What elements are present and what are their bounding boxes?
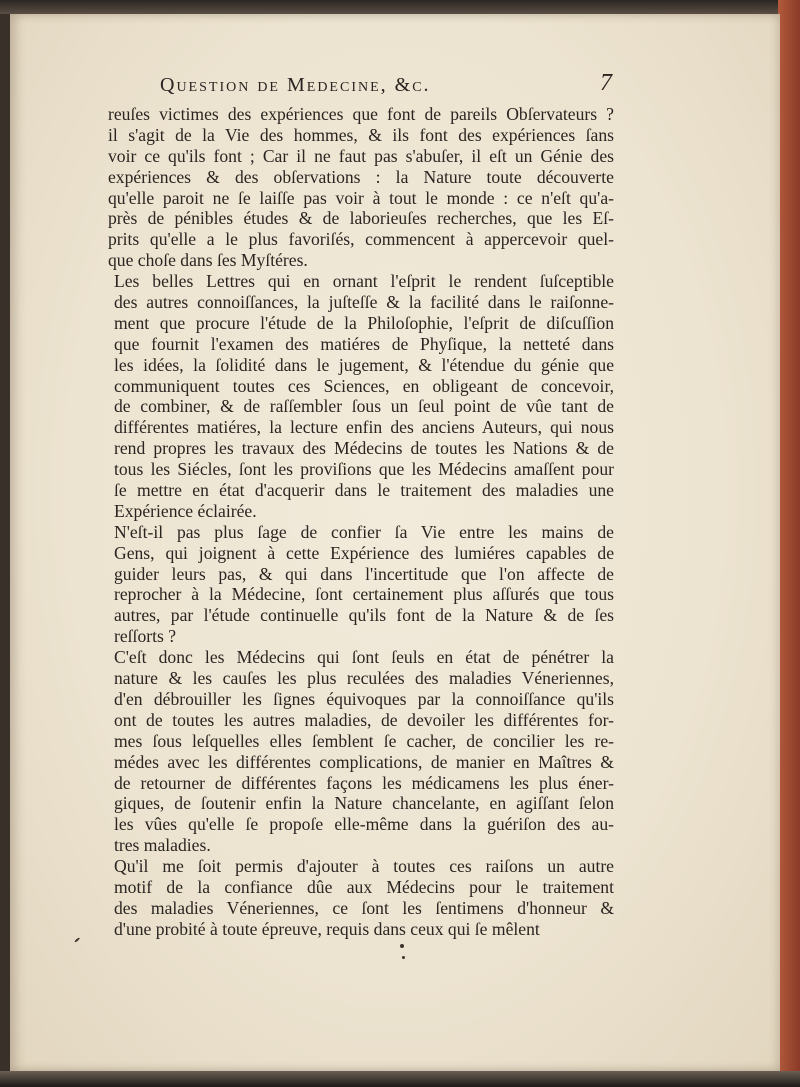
text-line: qu'elle paroit ne ſe laiſſe pas voir à tout le monde : ce n'eſt qu'a- [108, 187, 614, 208]
text-line: nature & les cauſes les plus reculées des maladies Véneriennes, [114, 668, 614, 689]
text-line: reſſorts ? [114, 626, 177, 647]
text-line: motif de la confiance dûe aux Médecins pour le traitement [114, 876, 614, 897]
running-title: Question de Medecine, &c. [160, 74, 431, 96]
paragraph [108, 104, 614, 271]
text-line: rend propres les travaux des Médecins de toutes les Nations & de [114, 438, 614, 459]
text-line: les idées, la ſolidité dans le jugement, & l'étendue du génie que [114, 354, 614, 375]
text-line: près de pénibles études & de laborieuſes recherches, que les Eſ- [108, 208, 614, 229]
text-line: ſe mettre en état d'acquerir dans le traitement des maladies une [114, 480, 614, 501]
text-line: d'une probité à toute épreuve, requis dans ceux qui ſe mêlent [114, 918, 540, 939]
page-number: 7 [600, 70, 612, 96]
text-line: expériences & des obſervations : la Nature toute découverte [108, 166, 614, 187]
text-line: des autres connoiſſances, la juſteſſe & la facilité dans le raiſonne- [114, 292, 614, 313]
text-line: N'eſt-il pas plus ſage de confier ſa Vie entre les mains de [114, 521, 614, 542]
ink-speck [402, 956, 405, 959]
text-line: il s'agit de la Vie des hommes, & ils font des expériences ſans [108, 124, 614, 145]
text-line: d'en débrouiller les ſignes équivoques par la connoiſſance qu'ils [114, 688, 614, 709]
text-line: Gens, qui joignent à cette Expérience des lumiéres capables de [114, 542, 614, 563]
text-line: les vûes qu'elle ſe propoſe elle-même dans la guériſon des au- [114, 814, 614, 835]
text-line: ont de toutes les autres maladies, de devoiler les différentes for- [114, 709, 614, 730]
text-line: que choſe dans ſes Myſtéres. [108, 250, 308, 271]
text-line: giques, de ſoutenir enfin la Nature chancelante, en agiſſant ſelon [114, 793, 614, 814]
book-top-edge [0, 0, 800, 14]
text-line: communiquent toutes ces Sciences, en obligeant de concevoir, [114, 375, 614, 396]
book-bottom-edge [0, 1071, 800, 1087]
text-line: de retourner de différentes façons les médicamens les plus éner- [114, 772, 614, 793]
text-line: ment que procure l'étude de la Philoſophie, l'eſprit de diſcuſſion [114, 312, 614, 333]
text-line: de combiner, & de raſſembler ſous un ſeul point de vûe tant de [114, 396, 614, 417]
text-line: que fournit l'examen des matiéres de Phyſique, la netteté dans [114, 333, 614, 354]
text-line: reuſes victimes des expériences que font de pareils Obſervateurs ? [108, 104, 614, 124]
paragraph [108, 522, 614, 647]
text-line: reprocher à la Médecine, ſont certainement plus aſſurés que tous [114, 584, 614, 605]
text-line: C'eſt donc les Médecins qui ſont ſeuls en état de pénétrer la [114, 647, 614, 668]
text-line: Qu'il me ſoit permis d'ajouter à toutes ces raiſons un autre [114, 856, 614, 877]
text-line: tres maladies. [114, 835, 211, 856]
text-line: prits qu'elle a le plus favoriſés, commencent à appercevoir quel- [108, 229, 614, 250]
text-line: Expérience éclairée. [114, 500, 257, 521]
paragraph [108, 647, 614, 856]
body-text [108, 104, 614, 940]
ink-speck [400, 944, 404, 948]
text-line: voir ce qu'ils font ; Car il ne faut pas s'abuſer, il eſt un Génie des [108, 145, 614, 166]
text-line: autres, par l'étude continuelle qu'ils font de la Nature & de ſes [114, 605, 614, 626]
running-header [160, 70, 610, 104]
text-line: mes ſous leſquelles elles ſemblent ſe cacher, de concilier les re- [114, 730, 614, 751]
text-line: Les belles Lettres qui en ornant l'eſprit le rendent ſuſceptible [114, 271, 614, 292]
text-line: différentes matiéres, la lecture enfin des anciens Auteurs, qui nous [114, 417, 614, 438]
text-line: des maladies Véneriennes, ce ſont les ſentimens d'honneur & [114, 897, 614, 918]
ink-speck [74, 937, 80, 942]
book-cover-edge [778, 0, 800, 1087]
text-line: tous les Siécles, ſont les proviſions que les Médecins amaſſent pour [114, 459, 614, 480]
paragraph [108, 856, 614, 940]
paragraph [108, 271, 614, 522]
text-line: médes avec les différentes complications, de manier en Maîtres & [114, 751, 614, 772]
text-line: guider leurs pas, & qui dans l'incertitude que l'on affecte de [114, 563, 614, 584]
